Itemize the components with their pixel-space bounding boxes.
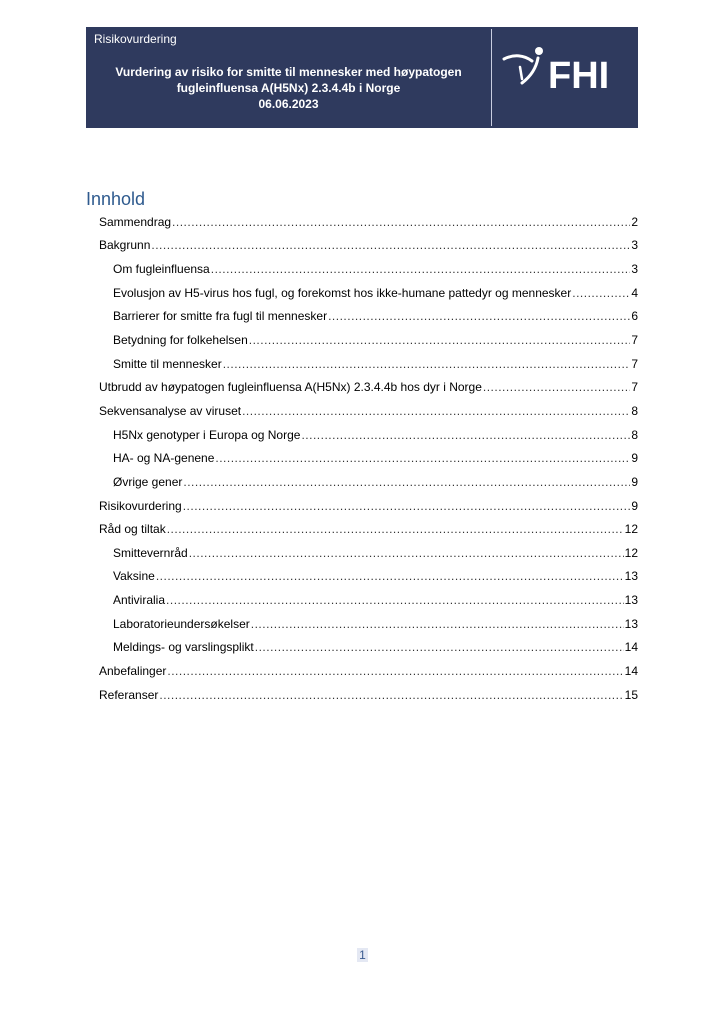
report-type-label: Risikovurdering	[94, 32, 177, 46]
toc-entry-title: Referanser	[99, 688, 159, 702]
report-header-banner	[86, 27, 638, 128]
report-title-line-1: Vurdering av risiko for smitte til mennesker med høypatogen	[115, 65, 462, 79]
toc-entry-page: 12	[624, 522, 638, 536]
toc-entry-page: 7	[631, 333, 638, 347]
toc-entry-page: 13	[624, 569, 638, 583]
toc-entry-title: Betydning for folkehelsen	[113, 333, 248, 347]
toc-entry[interactable]	[113, 566, 638, 586]
toc-entry-title: Laboratorieundersøkelser	[113, 617, 250, 631]
toc-entry-title: Anbefalinger	[99, 664, 167, 678]
fhi-logo-mark-icon	[504, 56, 532, 61]
toc-entry-page: 9	[631, 499, 638, 513]
toc-entry[interactable]	[113, 330, 638, 350]
toc-entry-page: 2	[631, 215, 638, 229]
toc-entry-title: H5Nx genotyper i Europa og Norge	[113, 428, 301, 442]
fhi-logo-text: FHI	[548, 55, 610, 93]
toc-entry-title: Smittevernråd	[113, 546, 188, 560]
toc-entry-title: HA- og NA-genene	[113, 451, 215, 465]
toc-entry-page: 9	[631, 475, 638, 489]
toc-entry-page: 12	[624, 546, 638, 560]
toc-entry-title: Evolusjon av H5-virus hos fugl, og forekomst hos ikke-humane pattedyr og mennesker	[113, 286, 572, 300]
toc-entry[interactable]	[113, 354, 638, 374]
toc-entry[interactable]	[113, 425, 638, 445]
toc-entry-page: 7	[631, 380, 638, 394]
toc-entry-page: 8	[631, 404, 638, 418]
toc-entry[interactable]	[113, 614, 638, 634]
toc-entry[interactable]	[99, 212, 638, 232]
toc-entry-page: 3	[631, 262, 638, 276]
toc-entry[interactable]	[99, 401, 638, 421]
toc-entry-page: 7	[631, 357, 638, 371]
toc-entry-title: Råd og tiltak	[99, 522, 166, 536]
toc-heading: Innhold	[86, 189, 146, 209]
toc-entry-page: 13	[624, 617, 638, 631]
toc-entry-title: Bakgrunn	[99, 238, 151, 252]
toc-entry[interactable]	[113, 306, 638, 326]
report-title	[86, 64, 491, 112]
toc-entry-title: Øvrige gener	[113, 475, 183, 489]
fhi-logo	[502, 45, 618, 93]
toc-entry[interactable]	[113, 283, 638, 303]
report-date: 06.06.2023	[258, 97, 319, 111]
toc-entry-page: 3	[631, 238, 638, 252]
toc-entry-page: 8	[631, 428, 638, 442]
toc-entry[interactable]	[113, 259, 638, 279]
toc-entry[interactable]	[99, 519, 638, 539]
toc-entry[interactable]	[113, 472, 638, 492]
toc-entry-title: Om fugleinfluensa	[113, 262, 210, 276]
toc-entry-title: Sekvensanalyse av viruset	[99, 404, 242, 418]
toc-entry[interactable]	[99, 377, 638, 397]
toc-entry[interactable]	[99, 235, 638, 255]
toc-entry[interactable]	[113, 637, 638, 657]
report-title-line-2: fugleinfluensa A(H5Nx) 2.3.4.4b i Norge	[176, 81, 401, 95]
page-number	[0, 948, 725, 962]
toc-entry-page: 14	[624, 640, 638, 654]
toc-entry-title: Utbrudd av høypatogen fugleinfluensa A(H5Nx) 2.3.4.4b hos dyr i Norge	[99, 380, 482, 394]
page-number-value: 1	[359, 948, 366, 962]
toc-entry-page: 4	[631, 286, 638, 300]
header-divider	[491, 29, 492, 126]
toc-entry[interactable]	[113, 590, 638, 610]
toc-entry-page: 13	[624, 593, 638, 607]
toc-entry-page: 15	[624, 688, 638, 702]
toc-entry[interactable]	[113, 543, 638, 563]
toc-entry-title: Antiviralia	[113, 593, 166, 607]
toc-entry[interactable]	[99, 496, 638, 516]
toc-entry-title: Barrierer for smitte fra fugl til mennesker	[113, 309, 328, 323]
toc-entry-title: Risikovurdering	[99, 499, 182, 513]
toc-entry[interactable]	[99, 685, 638, 705]
toc-entry[interactable]	[113, 448, 638, 468]
toc-entry-page: 6	[631, 309, 638, 323]
toc-entry-title: Sammendrag	[99, 215, 172, 229]
toc-entry-page: 14	[624, 664, 638, 678]
toc-entry-title: Vaksine	[113, 569, 155, 583]
toc-entry-title: Smitte til mennesker	[113, 357, 222, 371]
toc-entry[interactable]	[99, 661, 638, 681]
toc-entry-title: Meldings- og varslingsplikt	[113, 640, 254, 654]
toc-entry-page: 9	[631, 451, 638, 465]
